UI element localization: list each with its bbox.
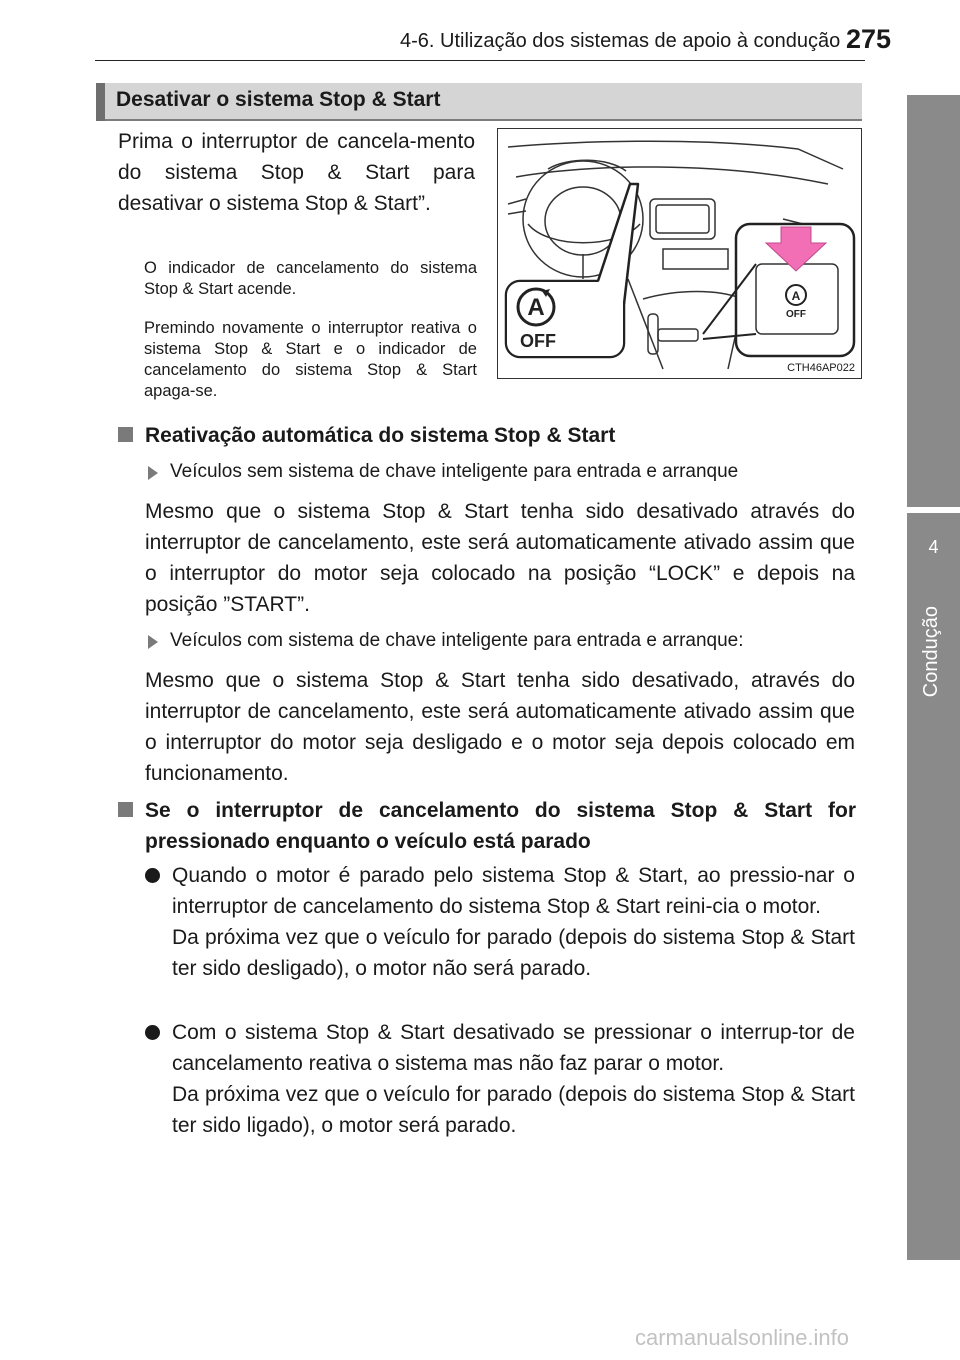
note-press-again: Premindo novamente o interruptor reativa o sistema Stop & Start e o indicador de cancelamento do sistema Stop & Start apaga-se.: [144, 319, 477, 400]
square-bullet-icon: [118, 802, 133, 817]
svg-text:A: A: [791, 289, 801, 303]
round-bullet-icon: [145, 868, 160, 883]
figure-caption: CTH46AP022: [787, 362, 855, 374]
section-title: Desativar o sistema Stop & Start: [116, 88, 441, 111]
square-bullet-icon: [118, 427, 133, 442]
condition-smart-key: Veículos com sistema de chave inteligente para entrada e arranque:: [148, 630, 855, 652]
triangle-bullet-icon: [148, 466, 158, 480]
heading-pressed-while-stopped: Se o interruptor de cancelamento do sistema Stop & Start for pressionado enquanto o veículo está parado: [118, 795, 856, 857]
bullet-system-deactivated: Com o sistema Stop & Start desativado se pressionar o interrup-tor de cancelamento reativa o sistema mas não faz parar o motor. Da próxima vez que o veículo for parado (depois do sistema Stop & Start ter sido ligado), o motor será parado.: [145, 1017, 855, 1141]
triangle-bullet-icon: [148, 635, 158, 649]
callout-off-label: OFF: [520, 331, 556, 351]
paragraph-no-smart-key: Mesmo que o sistema Stop & Start tenha sido desativado através do interruptor de cancelamento, este será automaticamente ativado assim que o interruptor do motor seja colocado na posição “LOCK” e depois na posição ”START”.: [145, 500, 855, 616]
header-rule: [95, 60, 865, 61]
condition-no-smart-key: Veículos sem sistema de chave inteligente para entrada e arranque: [148, 461, 855, 483]
dashboard-illustration: [497, 128, 862, 379]
svg-text:A: A: [527, 294, 545, 321]
note-indicator-on: O indicador de cancelamento do sistema Stop & Start acende.: [144, 259, 477, 298]
side-tab-upper: [907, 95, 960, 507]
round-bullet-icon: [145, 1025, 160, 1040]
page-number: 275: [846, 24, 892, 54]
dashboard-drawing: [498, 129, 861, 378]
side-tab-chapter-number: 4: [928, 537, 939, 557]
side-tab-chapter-label: Condução: [920, 606, 942, 698]
paragraph-smart-key: Mesmo que o sistema Stop & Start tenha sido desativado, através do interruptor de cancelamento, este será automaticamente ativado assim que o interruptor do motor seja desligado e o motor seja depois colocado em funcionamento.: [145, 669, 855, 785]
section-title-bar: [96, 83, 862, 121]
detail-off-label: OFF: [786, 309, 806, 320]
intro-paragraph: Prima o interruptor de cancela-mento do sistema Stop & Start para desativar o sistema Stop & Start”.: [118, 130, 475, 215]
bullet-engine-stopped: Quando o motor é parado pelo sistema Stop & Start, ao pressio-nar o interruptor de cancelamento do sistema Stop & Start reini-cia o motor. Da próxima vez que o veículo for parado (depois do sistema Stop & Start ter sido desligado), o motor não será parado.: [145, 860, 855, 984]
heading-reactivation: Reativação automática do sistema Stop & Start: [118, 420, 858, 451]
watermark: carmanualsonline.info: [635, 1325, 850, 1350]
running-header: 4-6. Utilização dos sistemas de apoio à condução: [400, 30, 841, 52]
